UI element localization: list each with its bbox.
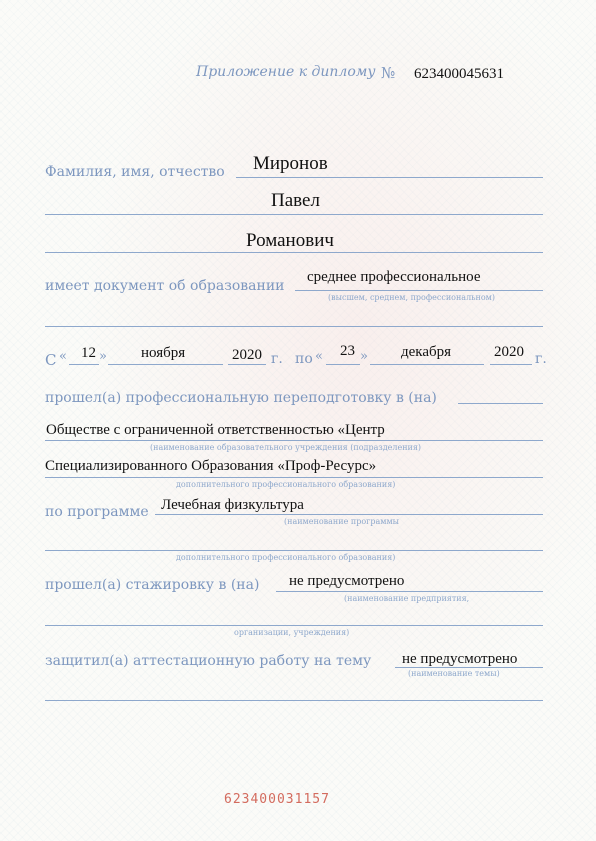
number-sign: № bbox=[381, 64, 396, 82]
thesis-label: защитил(а) аттестационную работу на тему bbox=[45, 653, 372, 669]
program-label: по программе bbox=[45, 504, 149, 520]
program-hint2: дополнительного профессионального образования) bbox=[176, 553, 396, 562]
header-label: Приложение к диплому bbox=[196, 64, 376, 80]
retraining-hint1: (наименование образовательного учреждения (подразделения) bbox=[150, 443, 422, 452]
first-name-line bbox=[45, 214, 543, 215]
blank-serial-number: 623400031157 bbox=[224, 792, 330, 807]
retraining-hint2: дополнительного профессионального образования) bbox=[176, 480, 396, 489]
internship-hint2: организации, учреждения) bbox=[234, 628, 350, 637]
thesis-hint: (наименование темы) bbox=[408, 669, 500, 678]
program-hint: (наименование программы bbox=[284, 517, 400, 526]
surname-line bbox=[236, 177, 543, 178]
from-year: 2020 bbox=[232, 347, 262, 363]
to-open-quote: « bbox=[315, 349, 323, 364]
to-year-suffix: г. bbox=[535, 351, 547, 367]
education-line-2 bbox=[45, 326, 543, 327]
retraining-org-line1: Обществе с ограниченной ответственностью «Центр bbox=[46, 422, 385, 438]
internship-hint: (наименование предприятия, bbox=[344, 594, 470, 603]
from-year-line bbox=[228, 364, 266, 365]
to-month: декабря bbox=[401, 344, 452, 360]
from-month: ноября bbox=[141, 345, 186, 361]
to-year: 2020 bbox=[494, 344, 524, 360]
retraining-org-line2: Специализированного Образования «Проф-Ресурс» bbox=[45, 458, 377, 474]
supplement-number: 623400045631 bbox=[414, 66, 504, 82]
thesis-value: не предусмотрено bbox=[402, 651, 518, 667]
program-line-2 bbox=[45, 550, 543, 551]
from-day-line bbox=[69, 364, 99, 365]
from-close-quote: » bbox=[99, 349, 107, 364]
retraining-org-line2-rule bbox=[45, 477, 543, 478]
date-from-label: С bbox=[45, 351, 57, 369]
program-value: Лечебная физкультура bbox=[161, 497, 304, 513]
to-day-line bbox=[326, 364, 360, 365]
program-line bbox=[155, 514, 543, 515]
patronymic-line bbox=[45, 252, 543, 253]
patronymic-value: Романович bbox=[246, 230, 334, 251]
from-month-line bbox=[108, 364, 223, 365]
full-name-label: Фамилия, имя, отчество bbox=[45, 164, 225, 180]
surname-value: Миронов bbox=[253, 153, 328, 174]
from-day: 12 bbox=[81, 345, 96, 361]
retraining-org-line1-rule bbox=[45, 440, 543, 441]
education-value: среднее профессиональное bbox=[307, 269, 481, 285]
first-name-value: Павел bbox=[271, 190, 320, 211]
internship-value: не предусмотрено bbox=[289, 573, 405, 589]
internship-line-2 bbox=[45, 625, 543, 626]
to-close-quote: » bbox=[360, 349, 368, 364]
from-open-quote: « bbox=[59, 349, 67, 364]
internship-label: прошел(а) стажировку в (на) bbox=[45, 577, 260, 593]
education-label: имеет документ об образовании bbox=[45, 278, 285, 294]
retraining-line bbox=[458, 403, 543, 404]
education-line bbox=[295, 290, 543, 291]
thesis-line-2 bbox=[45, 700, 543, 701]
from-year-suffix: г. bbox=[271, 351, 283, 367]
education-hint: (высшем, среднем, профессиональном) bbox=[328, 293, 495, 302]
internship-line bbox=[276, 591, 543, 592]
date-to-label: по bbox=[295, 351, 313, 367]
retraining-label: прошел(а) профессиональную переподготовку в (на) bbox=[45, 390, 437, 406]
to-year-line bbox=[490, 364, 532, 365]
to-day: 23 bbox=[340, 343, 355, 359]
to-month-line bbox=[370, 364, 484, 365]
thesis-line bbox=[395, 667, 543, 668]
